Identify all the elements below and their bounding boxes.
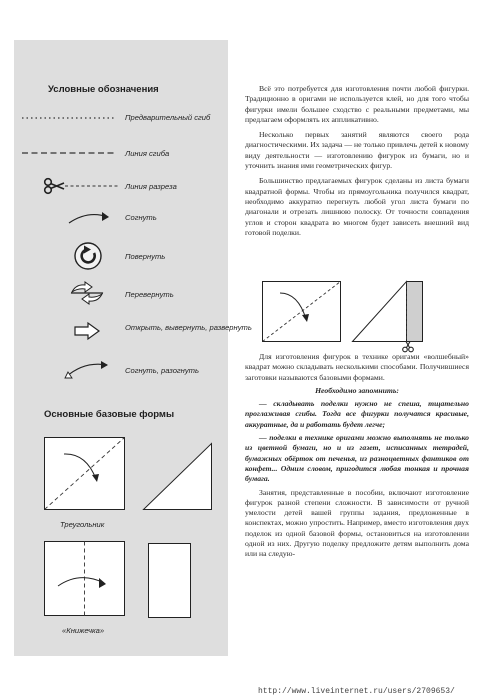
unfold-arrow-icon [64, 359, 110, 381]
form-caption: «Книжечка» [62, 626, 105, 635]
fold-arrow-icon [66, 208, 112, 228]
flip-icon [70, 283, 104, 303]
triangle-diagram [143, 443, 213, 511]
rotate-icon [73, 241, 103, 271]
forms-title: Основные базовые формы [44, 409, 175, 420]
paragraph: Большинство предлагаемых фигурок сделаны из листа бумаги квадратной формы. Чтобы из прямоугольника получился квадрат, необходимо аккуратно перегнуть любой угол листа бумаги по диагонали и отрезать лишнюю полоску. От точности совпадения углов и сторон квадрата во многом будет зависеть внешний вид готовой поделки. [245, 176, 469, 237]
paper-cut-diagram [352, 281, 426, 345]
text-column-top [245, 84, 469, 243]
legend-label: Согнуть [125, 213, 157, 222]
footer-url: http://www.liveinternet.ru/users/2709653/ [258, 687, 455, 696]
legend-label: Линия сгиба [125, 149, 170, 158]
rectangle-diagram [148, 543, 192, 619]
paper-fold-diagram [262, 281, 344, 345]
text-column-bottom [245, 352, 469, 563]
dashed-line-icon [22, 149, 117, 157]
legend-label: Линия разреза [125, 182, 177, 191]
legend-label: Открыть, вывернуть, развернуть [125, 323, 252, 332]
remember-title: Необходимо запомнить: [315, 385, 399, 395]
legend-label: Предварительный сгиб [125, 113, 211, 122]
paragraph: Несколько первых занятий являются своего рода диагностическими. Их задача — не только привлечь детей к новому виду деятельности — изготовлению фигурок из бумаги, но и уточнить знания ими геометрических фигур. [245, 130, 469, 171]
legend-label: Повернуть [125, 252, 166, 261]
square-midline-diagram [44, 541, 128, 617]
scissors-icon [44, 178, 124, 194]
legend-label: Согнуть, разогнуть [125, 366, 199, 375]
dotted-line-icon [22, 114, 117, 122]
paragraph: Занятия, представленные в пособии, включают изготовление фигурок разной степени сложности. В зависимости от ручной умелости детей вашей группы задания, предложенные в конспектах, можно упростить. Например, вместо изготовления двух поделок из одной базовой формы, остановиться на изготовлении одной из них. Другую поделку предложите детям выполнить дома или на следую- [245, 487, 469, 559]
rule-item: — складывать поделки нужно не спеша, тщательно проглаживая сгибы. Тогда все фигурки получатся красивые, аккуратные, да и работать будет легче; [245, 399, 469, 429]
legend-title: Условные обозначения [48, 84, 159, 95]
form-caption: Треугольник [60, 520, 105, 529]
square-diagonal-diagram [44, 437, 128, 511]
open-arrow-icon [73, 322, 101, 340]
paragraph: Всё это потребуется для изготовления почти любой фигурки. Традиционно в оригами не используется клей, но для того чтобы фигурки имели большее сходство с реальными предметами, мы предлагаем оформлять их аппликативно. [245, 84, 469, 124]
paragraph: Для изготовления фигурок в технике оригами «волшебный» квадрат можно складывать несколькими способами. Получившиеся заготовки называются базовыми формами. [245, 352, 469, 382]
rule-item: — поделки в технике оригами можно выполнять не только из цветной бумаги, но и из газет, исписанных тетрадей, бумажных обёрток от печенья, из разноцветных фантиков от конфет... Одним словом, пригодится любая тонкая и прочная бумага. [245, 433, 469, 484]
legend-label: Перевернуть [125, 290, 174, 299]
